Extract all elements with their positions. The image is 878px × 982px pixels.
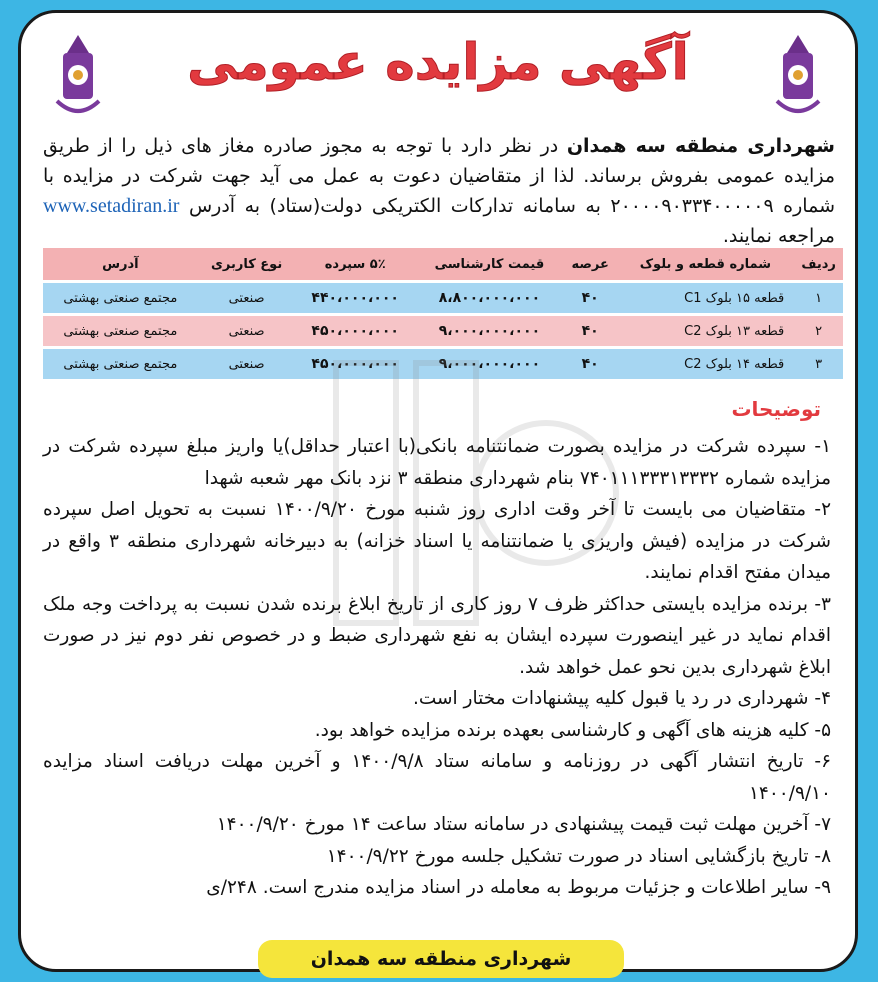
cell-lot: قطعه ۱۳ بلوک C2 (616, 316, 794, 346)
lots-table (43, 245, 843, 382)
cell-area: ۴۰ (564, 283, 617, 313)
table-row (43, 283, 843, 313)
intro-text-1: در نظر دارد با توجه به مجوز صادره مغاز های ذیل را از طریق مزایده عمومی بفروش برساند. لذا از متقاضیان دعوت به عمل می آید جهت شرکت در مزایده با شماره ۲۰۰۰۰۹۰۳۳۴۰۰۰۰۰۹ به سامانه تدارکات الکتریکی دولت(ستاد) به آدرس (43, 135, 835, 217)
cell-deposit: ۴۵۰،۰۰۰،۰۰۰ (295, 316, 414, 346)
cell-address: مجتمع صنعتی بهشتی (43, 349, 198, 379)
notes-title: توضیحات (731, 397, 821, 421)
note-item: ۲- متقاضیان می بایست تا آخر وقت اداری روز شنبه مورخ ۱۴۰۰/۹/۲۰ نسبت به تحویل اصل سپرده شرکت در مزایده (فیش واریزی یا ضمانتنامه یا اسناد خزانه) به دبیرخانه شهرداری منطقه ۳ واقع در میدان مفتح اقدام نمایند. (43, 499, 831, 583)
cell-address: مجتمع صنعتی بهشتی (43, 316, 198, 346)
table-row (43, 316, 843, 346)
note-item: ۳- برنده مزایده بایستی حداکثر ظرف ۷ روز کاری از تاریخ ابلاغ برنده شدن نسبت به پرداخت وجه ملک اقدام نماید در غیر اینصورت سپرده ایشان به نفع شهرداری ضبط و در خصوص نفر دوم نیز در صورت ابلاغ شهرداری بدین نحو عمل خواهد شد. (43, 593, 831, 678)
cell-address: مجتمع صنعتی بهشتی (43, 283, 198, 313)
note-item: ۱- سپرده شرکت در مزایده بصورت ضمانتنامه بانکی(با اعتبار حداقل)یا واریز مبلغ سپرده شرکت در مزایده شماره ۷۴۰۱۱۱۳۳۳۱۳۳۳۲ بنام شهرداری منطقه ۳ نزد بانک مهر شعبه شهدا (43, 436, 831, 489)
header-deposit: ۵٪ سپرده (295, 248, 414, 280)
cell-usage: صنعتی (198, 283, 296, 313)
footer-banner: شهرداری منطقه سه همدان (258, 940, 624, 978)
cell-price: ۹،۰۰۰،۰۰۰،۰۰۰ (415, 316, 564, 346)
page-title: آگهی مزایده عمومی (187, 33, 689, 91)
note-item: ۵- کلیه هزینه های آگهی و کارشناسی بعهده برنده مزایده خواهد بود. (314, 719, 831, 741)
organization-name: شهرداری منطقه سه همدان (566, 135, 835, 157)
header-address: آدرس (43, 248, 198, 280)
note-item: ۴- شهرداری در رد یا قبول کلیه پیشنهادات مختار است. (412, 688, 831, 709)
table-row (43, 349, 843, 379)
notice-frame (18, 10, 858, 972)
cell-price: ۸،۸۰۰،۰۰۰،۰۰۰ (415, 283, 564, 313)
note-item: ۶- تاریخ انتشار آگهی در روزنامه و سامانه ستاد ۱۴۰۰/۹/۸ و آخرین مهلت دریافت اسناد مزایده ۱۴۰۰/۹/۱۰ (43, 751, 831, 804)
cell-deposit: ۴۴۰،۰۰۰،۰۰۰ (295, 283, 414, 313)
cell-row-number: ۱ (794, 283, 843, 313)
note-item: ۸- تاریخ بازگشایی اسناد در صورت تشکیل جلسه مورخ ۱۴۰۰/۹/۲۲ (326, 845, 831, 867)
cell-area: ۴۰ (564, 316, 617, 346)
cell-usage: صنعتی (198, 316, 296, 346)
cell-row-number: ۳ (794, 349, 843, 379)
header-row-number: ردیف (794, 248, 843, 280)
intro-paragraph (43, 131, 835, 251)
notes-list (43, 431, 831, 904)
setad-link[interactable]: www.setadiran.ir (43, 195, 180, 217)
cell-deposit: ۴۵۰،۰۰۰،۰۰۰ (295, 349, 414, 379)
intro-text-2: مراجعه نمایند. (722, 225, 835, 247)
table-header-row (43, 248, 843, 280)
header-price: قیمت کارشناسی (415, 248, 564, 280)
header-area: عرصه (564, 248, 617, 280)
cell-area: ۴۰ (564, 349, 617, 379)
cell-lot: قطعه ۱۵ بلوک C1 (616, 283, 794, 313)
note-item: ۹- سایر اطلاعات و جزئیات مربوط به معامله در اسناد مزایده مندرج است. ۲۴۸/ی (206, 877, 831, 898)
header-usage: نوع کاربری (198, 248, 296, 280)
cell-price: ۹،۰۰۰،۰۰۰،۰۰۰ (415, 349, 564, 379)
cell-usage: صنعتی (198, 349, 296, 379)
header-lot: شماره قطعه و بلوک (616, 248, 794, 280)
cell-row-number: ۲ (794, 316, 843, 346)
cell-lot: قطعه ۱۴ بلوک C2 (616, 349, 794, 379)
note-item: ۷- آخرین مهلت ثبت قیمت پیشنهادی در سامانه ستاد ساعت ۱۴ مورخ ۱۴۰۰/۹/۲۰ (216, 814, 831, 835)
